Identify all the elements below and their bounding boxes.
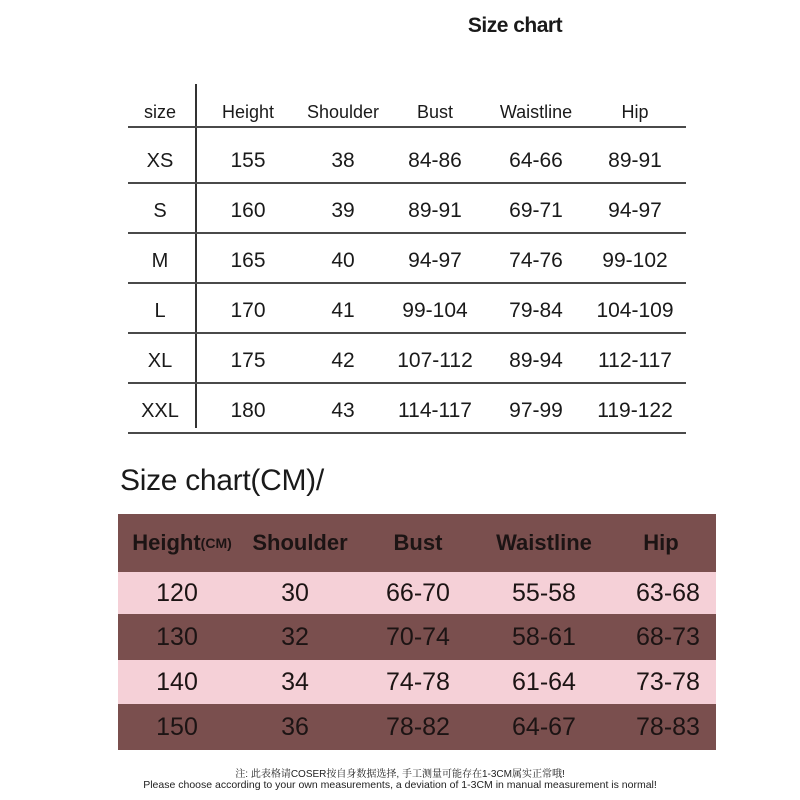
waistline-cell: 79-84 <box>509 299 563 322</box>
header-shoulder: Shoulder <box>252 530 348 555</box>
header-hip: Hip <box>643 530 679 555</box>
table-row <box>118 614 716 660</box>
table-row <box>128 240 686 284</box>
height-cell: 170 <box>230 299 266 322</box>
adult-size-chart-title: Size chart <box>467 14 563 37</box>
table-row <box>128 340 686 384</box>
shoulder-cell: 38 <box>331 149 355 172</box>
hip-cell: 73-78 <box>636 667 700 696</box>
shoulder-cell: 41 <box>331 299 355 322</box>
header-height-unit: (CM) <box>200 535 232 551</box>
header-height <box>118 514 246 572</box>
row-divider <box>128 432 686 434</box>
waistline-cell: 55-58 <box>512 578 576 607</box>
table-row <box>118 572 716 614</box>
size-cell: S <box>153 200 167 222</box>
row-divider <box>128 126 686 128</box>
size-cell: L <box>154 300 166 322</box>
header-waistline: Waistline <box>499 102 573 122</box>
row-divider <box>128 382 686 384</box>
height-cell: 180 <box>230 399 266 422</box>
size-cell: M <box>151 250 169 272</box>
kids-size-chart-title: Size chart(CM)/ <box>120 464 324 497</box>
table-header-row <box>128 84 686 128</box>
hip-cell: 99-102 <box>602 249 668 272</box>
bust-cell: 94-97 <box>408 249 462 272</box>
hip-cell: 112-117 <box>598 349 672 372</box>
waistline-cell: 61-64 <box>512 667 576 696</box>
header-height: Height <box>221 102 275 122</box>
shoulder-cell: 39 <box>331 199 355 222</box>
waistline-cell: 69-71 <box>509 199 563 222</box>
kids-table-header-row <box>118 514 716 572</box>
header-bust: Bust <box>393 530 443 555</box>
waistline-cell: 64-67 <box>512 712 576 741</box>
table-row <box>128 290 686 334</box>
hip-cell: 63-68 <box>636 578 700 607</box>
adult-size-table <box>128 84 686 430</box>
bust-cell: 66-70 <box>386 578 450 607</box>
row-divider <box>128 232 686 234</box>
table-row <box>128 390 686 434</box>
waistline-cell: 89-94 <box>509 349 563 372</box>
height-cell: 165 <box>230 249 266 272</box>
bust-cell: 74-78 <box>386 667 450 696</box>
table-row <box>118 704 716 750</box>
hip-cell: 94-97 <box>608 199 662 222</box>
bust-cell: 99-104 <box>402 299 468 322</box>
measurement-note-chinese: 注: 此表格请COSER按自身数据选择, 手工测量可能存在1-3CM属实正常哦! <box>235 769 565 780</box>
shoulder-cell: 34 <box>281 667 309 696</box>
shoulder-cell: 36 <box>281 712 309 741</box>
waistline-cell: 97-99 <box>509 399 563 422</box>
bust-cell: 78-82 <box>386 712 450 741</box>
bust-cell: 89-91 <box>408 199 462 222</box>
shoulder-cell: 42 <box>331 349 355 372</box>
shoulder-cell: 43 <box>331 399 355 422</box>
row-divider <box>128 332 686 334</box>
table-row <box>128 140 686 184</box>
hip-cell: 104-109 <box>596 299 674 322</box>
height-cell: 175 <box>230 349 266 372</box>
shoulder-cell: 40 <box>331 249 355 272</box>
bust-cell: 107-112 <box>397 349 473 372</box>
shoulder-cell: 32 <box>281 622 309 651</box>
height-cell: 155 <box>230 149 266 172</box>
height-cell: 130 <box>156 622 198 651</box>
height-cell: 140 <box>156 667 198 696</box>
kids-size-table <box>118 514 716 750</box>
hip-cell: 89-91 <box>608 149 662 172</box>
header-bust: Bust <box>416 102 454 122</box>
row-divider <box>128 282 686 284</box>
measurement-note-english: Please choose according to your own measurements, a deviation of 1-3CM in manual measurement is normal! <box>143 779 657 791</box>
header-height-label: Height <box>132 530 201 555</box>
waistline-cell: 74-76 <box>509 249 563 272</box>
height-cell: 150 <box>156 712 198 741</box>
bust-cell: 114-117 <box>398 399 472 422</box>
size-cell: XXL <box>141 400 179 422</box>
bust-cell: 70-74 <box>386 622 450 651</box>
height-cell: 120 <box>156 578 198 607</box>
shoulder-cell: 30 <box>281 578 309 607</box>
hip-cell: 68-73 <box>636 622 700 651</box>
header-waistline: Waistline <box>496 530 592 555</box>
height-cell: 160 <box>230 199 266 222</box>
hip-cell: 119-122 <box>597 399 673 422</box>
header-hip: Hip <box>621 102 649 122</box>
table-row <box>128 190 686 234</box>
size-cell: XS <box>146 150 174 172</box>
header-size: size <box>143 102 176 122</box>
row-divider <box>128 182 686 184</box>
bust-cell: 84-86 <box>408 149 462 172</box>
waistline-cell: 64-66 <box>509 149 563 172</box>
hip-cell: 78-83 <box>636 712 700 741</box>
size-cell: XL <box>147 350 173 372</box>
header-shoulder: Shoulder <box>306 102 380 122</box>
table-row <box>118 660 716 704</box>
waistline-cell: 58-61 <box>512 622 576 651</box>
